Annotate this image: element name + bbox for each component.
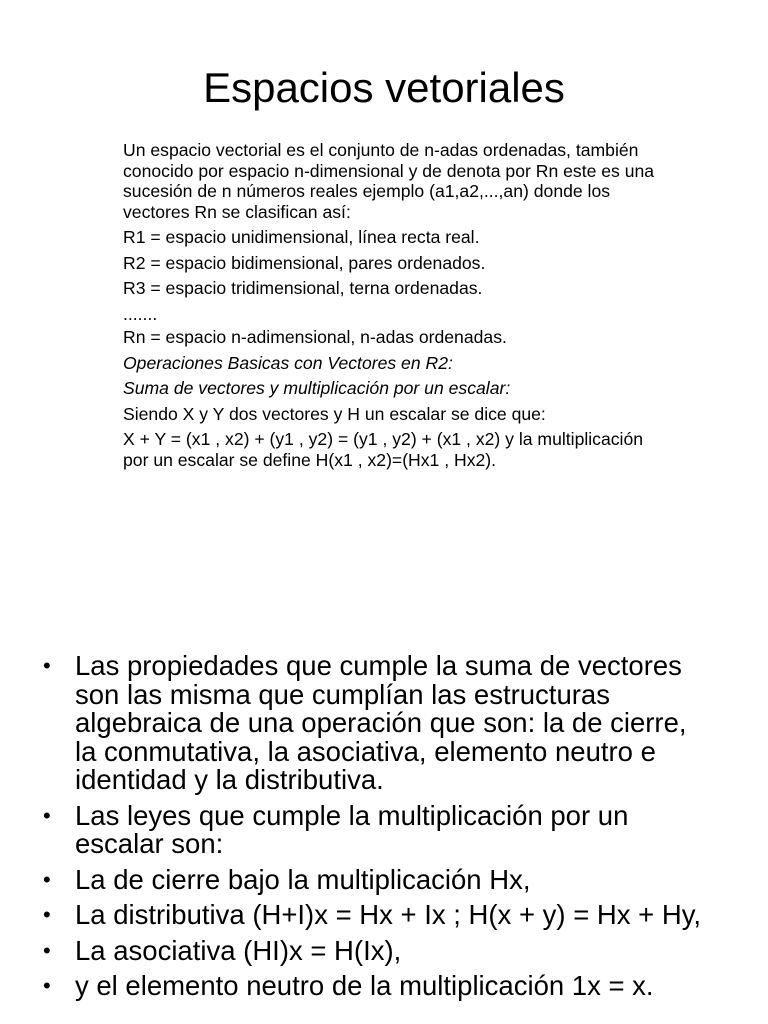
list-item-text: La asociativa (HI)x = H(Ix), — [75, 934, 402, 966]
list-item — [0, 901, 768, 930]
operations-heading: Operaciones Basicas con Vectores en R2: — [123, 352, 453, 373]
r2-line: R2 = espacio bidimensional, pares ordenados. — [123, 252, 486, 273]
list-item-text: y el elemento neutro de la multiplicación 1x = x. — [75, 970, 654, 1001]
list-item-text: La distributiva (H+I)x = Hx + Ix ; H(x + y) = Hx + Hy, — [75, 899, 702, 930]
list-item — [0, 863, 768, 895]
definition-paragraph: Un espacio vectorial es el conjunto de n-adas ordenadas, también conocido por espacio n-dimensional y de denota por Rn este es una sucesión de n números reales ejemplo (a1,a2,...,an) donde los vectores Rn se clasifican así: — [123, 140, 655, 222]
r1-line: R1 = espacio unidimensional, línea recta real. — [123, 227, 480, 247]
intro-section — [123, 140, 663, 475]
properties-list — [0, 652, 768, 1008]
bullet-icon: • — [43, 802, 51, 828]
bullet-icon: • — [43, 973, 51, 998]
given-line: Siendo X y Y dos vectores y H un escalar se dice que: — [123, 403, 546, 424]
list-item-text: La de cierre bajo la multiplicación Hx, — [75, 863, 531, 895]
ellipsis-line: ....... — [123, 303, 158, 324]
sum-heading: Suma de vectores y multiplicación por un escalar: — [123, 378, 511, 398]
bullet-icon: • — [43, 653, 51, 678]
page-title: Espacios vetoriales — [203, 64, 565, 111]
rn-line: Rn = espacio n-adimensional, n-adas ordenadas. — [123, 327, 507, 347]
bullet-icon: • — [43, 902, 51, 927]
list-item — [0, 934, 768, 966]
list-item — [0, 652, 768, 795]
bullet-icon: • — [43, 937, 51, 963]
list-item — [0, 972, 768, 1001]
list-item — [0, 799, 768, 859]
list-item-text: Las propiedades que cumple la suma de vectores son las misma que cumplían las estructuras algebraica de una operación que son: la de cierre, la conmutativa, la asociativa, elemento neutro e identidad y la distributiva. — [75, 650, 687, 795]
r3-line: R3 = espacio tridimensional, terna ordenadas. — [123, 278, 483, 298]
formula-paragraph: X + Y = (x1 , x2) + (y1 , y2) = (y1 , y2) + (x1 , x2) y la multiplicación por un escalar se define H(x1 , x2)=(Hx1 , Hx2). — [123, 429, 644, 470]
bullet-icon: • — [43, 866, 51, 892]
list-item-text: Las leyes que cumple la multiplicación por un escalar son: — [75, 799, 629, 859]
